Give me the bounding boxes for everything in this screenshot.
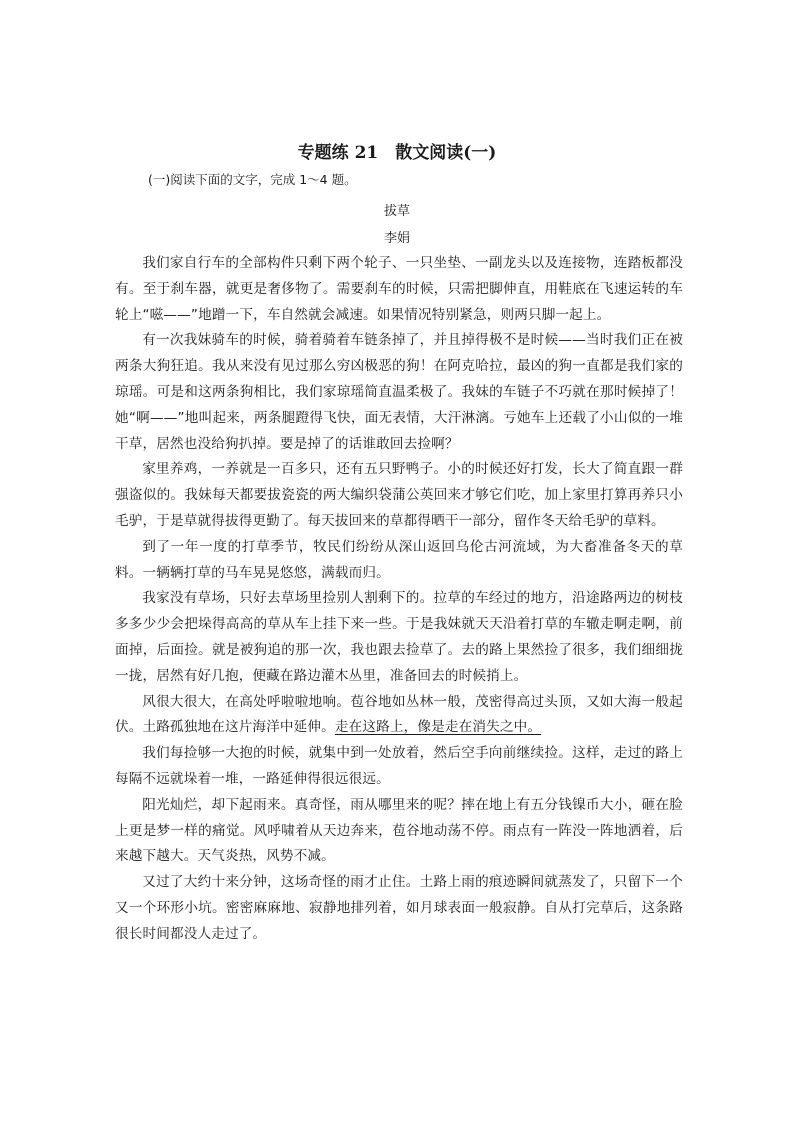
essay-author: 李娟 — [383, 231, 410, 246]
paragraph — [115, 741, 683, 793]
paragraph-text: 家里养鸡，一养就是一百多只，还有五只野鸭子。小的时候还好打发，长大了简直跟一群强盗似的。我妹每天都要拔瓷瓷的两大编织袋蒲公英回来才够它们吃，加上家里打算再养只小毛驴，于是草就得拔得更勤了。每天拔回来的草都得晒干一部分，留作冬天给毛驴的草料。 — [115, 461, 683, 529]
paragraph — [115, 793, 683, 870]
essay-body — [115, 251, 683, 948]
paragraph — [115, 535, 683, 587]
paragraph — [115, 870, 683, 947]
paragraph — [115, 251, 683, 328]
paragraph — [115, 328, 683, 457]
paragraph-text: 到了一年一度的打草季节，牧民们纷纷从深山返回乌伦古河流域，为大畜准备冬天的草料。一辆辆打草的马车晃晃悠悠，满载而归。 — [115, 538, 683, 581]
paragraph — [115, 690, 683, 742]
essay-title: 拔草 — [383, 204, 410, 219]
paragraph-text: 我们每捡够一大抱的时候，就集中到一处放着，然后空手向前继续捡。这样，走过的路上每隔不远就垛着一堆，一路延伸得很远很远。 — [115, 745, 683, 787]
paragraph — [115, 457, 683, 534]
question-instruction: (一)阅读下面的文字，完成 1～4 题。 — [148, 172, 357, 187]
paragraph-text: 我们家自行车的全部构件只剩下两个轮子、一只坐垫、一副龙头以及连接物，连踏板都没有。至于刹车器，就更是奢侈物了。需要刹车的时候，只需把脚伸直，用鞋底在飞速运转的车轮上“嗞——”地蹭一下，车自然就会减速。如果情况特别紧急，则两只脚一起上。 — [115, 255, 683, 323]
paragraph-text: 阳光灿烂，却下起雨来。真奇怪，雨从哪里来的呢？摔在地上有五分钱镍币大小，砸在脸上更是梦一样的痛觉。风呼啸着从天边奔来，苞谷地动荡不停。雨点有一阵没一阵地洒着，后来越下越大。天气炎热，风势不减。 — [115, 796, 683, 865]
page-title: 专题练 21 散文阅读(一) — [297, 143, 497, 163]
paragraph-text: 又过了大约十来分钟，这场奇怪的雨才止住。土路上雨的痕迹瞬间就蒸发了，只留下一个又一个环形小坑。密密麻麻地、寂静地排列着，如月球表面一般寂静。自从打完草后，这条路很长时间都没人走过了。 — [115, 874, 683, 942]
paragraph-text: 我家没有草场，只好去草场里捡别人割剩下的。拉草的车经过的地方，沿途路两边的树枝多多少少会把垛得高高的草从车上挂下来一些。于是我妹就天天沿着打草的车辙走啊走啊，前面掉，后面捡。就是被狗追的那一次，我也跟去捡草了。去的路上果然捡了很多，我们细细拢一拢，居然有好几抱，便藏在路边灌木丛里，准备回去的时候捎上。 — [115, 590, 683, 684]
paragraph-text: 有一次我妹骑车的时候，骑着骑着车链条掉了，并且掉得极不是时候——当时我们正在被两条大狗狂追。我从来没有见过那么穷凶极恶的狗！在阿克哈拉，最凶的狗一直都是我们家的琼瑶。可是和这两条狗相比，我们家琼瑶简直温柔极了。我妹的车链子不巧就在那时候掉了！她“啊——”地叫起来，两条腿蹬得飞快，面无表情，大汗淋漓。亏她车上还载了小山似的一堆干草，居然也没给狗扒掉。要是掉了的话谁敢回去捡啊？ — [115, 332, 683, 452]
paragraph — [115, 586, 683, 689]
paragraph-text: 风很大很大，在高处呼啦啦地响。苞谷地如丛林一般，茂密得高过头顶，又如大海一般起伏。土路孤独地在这片海洋中延伸。 — [115, 693, 683, 736]
underlined-sentence: 走在这路上，像是走在消失之中。 — [334, 719, 542, 736]
